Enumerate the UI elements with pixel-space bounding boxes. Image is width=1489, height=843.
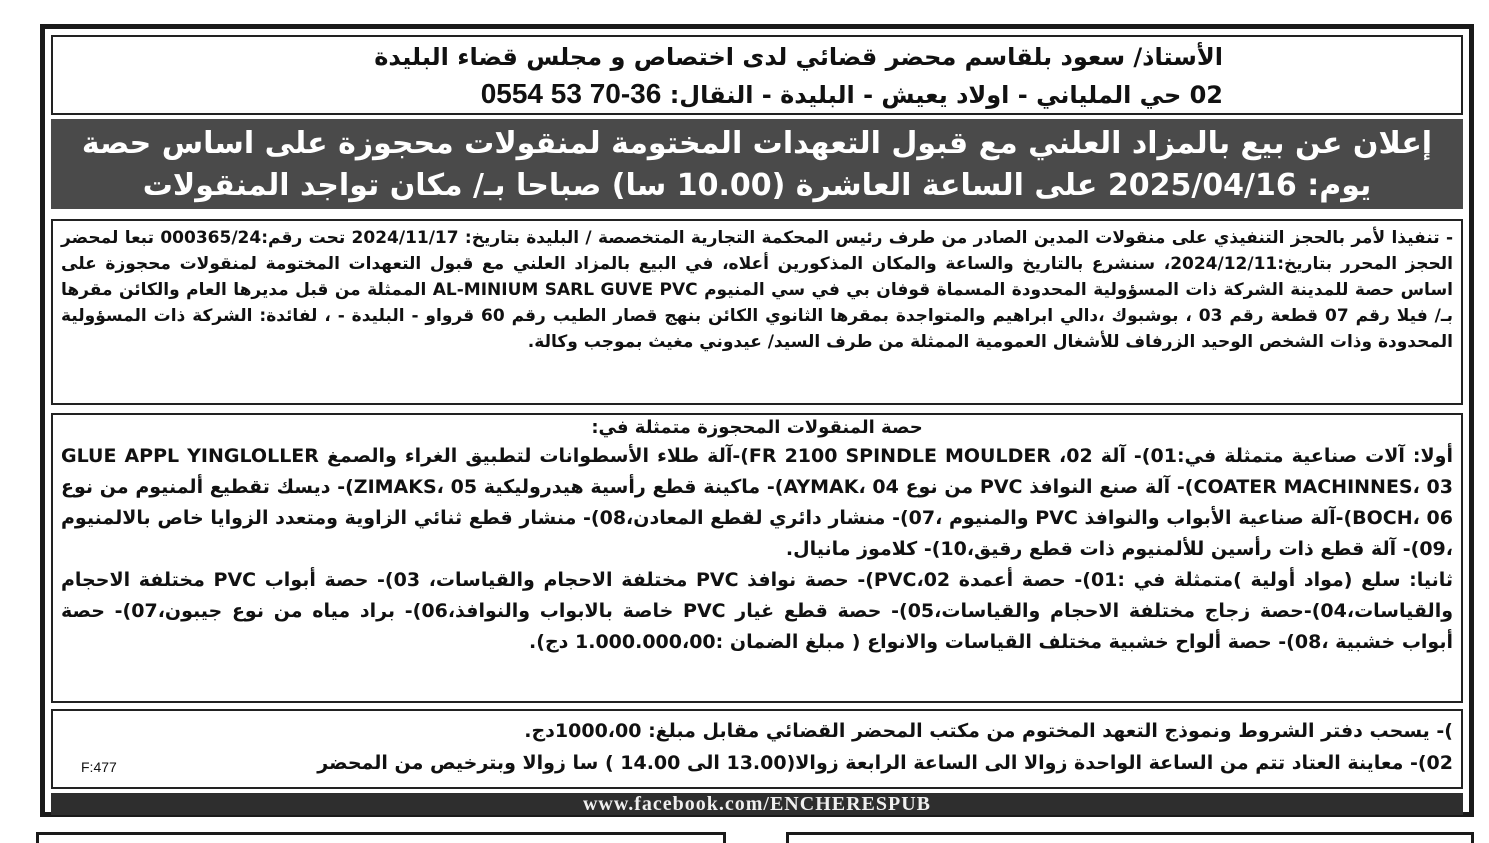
- reference-code: F:477: [81, 759, 117, 775]
- announcement-title: [51, 119, 1463, 209]
- goods-title: حصة المنقولات المحجوزة متمثلة في:: [591, 417, 923, 438]
- notes-section: [51, 709, 1463, 789]
- next-ad-frame-left: [36, 832, 726, 843]
- announcement-body: [51, 219, 1463, 405]
- address-text: 02 حي الملياني - اولاد يعيش - البليدة - النقال:: [669, 81, 1223, 109]
- bailiff-name: الأستاذ/ سعود بلقاسم محضر قضائي لدى اختصاص و مجلس قضاء البليدة: [374, 43, 1223, 71]
- bailiff-address: [53, 75, 1223, 114]
- footer-url: www.facebook.com/ENCHERESPUB: [51, 793, 1463, 815]
- phone-number: 0554 53 70-36: [480, 78, 662, 109]
- body-paragraph: - تنفيذا لأمر بالحجز التنفيذي على منقولات المدين الصادر من طرف رئيس المحكمة التجارية المتخصصة / البليدة بتاريخ: 2024/11/17 تحت رقم:000365/24 تبعا لمحضر الحجز المحرر بتاريخ:2024/12/11، سنشرع بالتاريخ والساعة والمكان المذكورين أعلاه، في البيع بالمزاد العلني مع قبول التعهدات المختومة لمنقولات محجوزة على اساس حصة للمدينة الشركة ذات المسؤولية المحدودة المسماة قوفان بي في سي المنيوم AL-MINIUM SARL GUVE PVC الممثلة من قبل مديرها العام والكائن مقرها بـ/ فيلا رقم 07 قطعة رقم 03 ، بوشبوك ،دالي ابراهيم والمتواجدة بمقرها الثانوي الكائن بنهج قصار الطيب رقم 60 قرواو - البليدة - ، لفائدة: الشركة ذات المسؤولية المحدودة وذات الشخص الوحيد الزرفاف للأشغال العمومية الممثلة من طرف السيد/ عيدوني مغيث بموجب وكالة.: [61, 228, 1454, 352]
- title-line-2: يوم: 2025/04/16 على الساعة العاشرة (10.00 سا) صباحا بـ/ مكان تواجد المنقولات: [142, 168, 1372, 203]
- goods-second-section: ثانيا: سلع (مواد أولية )متمثلة في :01)- حصة أعمدة PVC،02)- حصة نوافذ PVC مختلفة الاحجام والقياسات، 03)- حصة أبواب PVC مختلفة الاحجام والقياسات،04)-حصة زجاج مختلفة الاحجام والقياسات،05)- حصة قطع غيار PVC خاصة بالابواب والنوافذ،06)- براد مياه من نوع جيبون،07)- حصة أبواب خشبية ،08)- حصة ألواح خشبية مختلف القياسات والانواع ( مبلغ الضمان :1.000.000،00 دج).: [61, 569, 1454, 653]
- note-2: 02)- معاينة العتاد تتم من الساعة الواحدة زوالا الى الساعة الرابعة زوالا(13.00 الى 14.00 ) سا زوالا وبترخيص من المحضر: [317, 752, 1453, 774]
- bailiff-header: [51, 35, 1463, 115]
- announcement-frame: [40, 24, 1474, 817]
- title-line-1: إعلان عن بيع بالمزاد العلني مع قبول التعهدات المختومة لمنقولات محجوزة على اساس حصة: [81, 126, 1433, 161]
- goods-first-section: أولا: آلات صناعية متمثلة في:01)- آلة 02، FR 2100 SPINDLE MOULDER)-آلة طلاء الأسطوانات لتطبيق الغراء والصمغ GLUE APPL YINGLOLLER COATER MACHINNES، 03)- آلة صنع النوافذ PVC من نوع AYMAK، 04)- ماكينة قطع رأسية هيدروليكية ZIMAKS، 05)- ديسك تقطيع ألمنيوم من نوع BOCH، 06)-آلة صناعية الأبواب والنوافذ PVC والمنيوم ،07)- منشار دائري لقطع المعادن،08)- منشار قطع ثنائي الزاوية ومتعدد الزوايا خاص بالالمنيوم ،09)- آلة قطع ذات رأسين للألمنيوم ذات قطع رقيق،10)- كلاموز مانيال.: [61, 445, 1453, 560]
- next-ad-frame-right: [786, 832, 1474, 843]
- seized-goods: [51, 413, 1463, 703]
- note-1: )- يسحب دفتر الشروط ونموذج التعهد المختوم من مكتب المحضر القضائي مقابل مبلغ: 1000،00دج.: [524, 720, 1453, 742]
